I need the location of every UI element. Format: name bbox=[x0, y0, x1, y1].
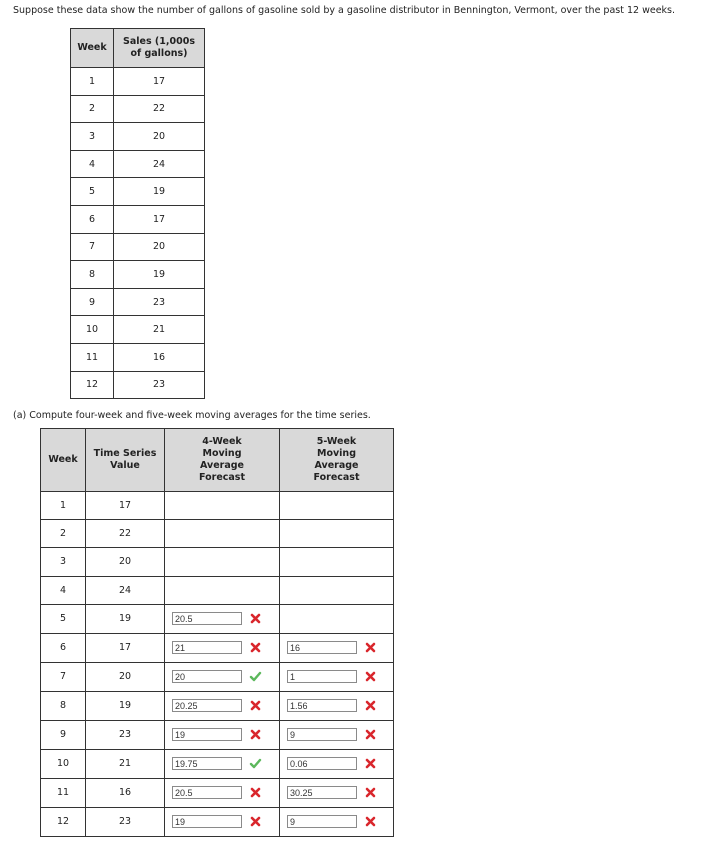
four-week-forecast-input[interactable] bbox=[172, 670, 242, 683]
week-cell: 1 bbox=[71, 68, 114, 96]
week-cell: 7 bbox=[71, 233, 114, 261]
four-week-forecast-input[interactable] bbox=[172, 612, 242, 625]
week-cell: 9 bbox=[71, 288, 114, 316]
week-header: Week bbox=[71, 29, 114, 68]
ts-value-cell: 23 bbox=[86, 807, 165, 836]
ts-value-cell: 20 bbox=[86, 548, 165, 576]
ts-value-cell: 19 bbox=[86, 604, 165, 633]
ts-value-cell: 19 bbox=[86, 691, 165, 720]
sales-cell: 23 bbox=[114, 371, 205, 399]
week-cell: 6 bbox=[71, 205, 114, 233]
sales-cell: 20 bbox=[114, 123, 205, 151]
five-week-forecast-input[interactable] bbox=[287, 699, 357, 712]
four-week-forecast-input[interactable] bbox=[172, 757, 242, 770]
sales-cell: 21 bbox=[114, 316, 205, 344]
ts-value-cell: 24 bbox=[86, 576, 165, 604]
ma-week-cell: 6 bbox=[41, 633, 86, 662]
week-cell: 12 bbox=[71, 371, 114, 399]
four-week-forecast-cell bbox=[165, 633, 280, 662]
sales-row bbox=[71, 288, 205, 316]
ts-value-cell: 16 bbox=[86, 778, 165, 807]
five-week-forecast-answer bbox=[280, 786, 393, 799]
four-week-header-line4: Forecast bbox=[199, 472, 245, 483]
cross-icon bbox=[364, 670, 377, 683]
ma-row bbox=[41, 633, 394, 662]
ma-week-cell: 5 bbox=[41, 604, 86, 633]
moving-average-table bbox=[40, 428, 394, 837]
five-week-forecast-input[interactable] bbox=[287, 641, 357, 654]
five-week-forecast-cell bbox=[280, 548, 394, 576]
ma-row bbox=[41, 807, 394, 836]
five-week-forecast-input[interactable] bbox=[287, 786, 357, 799]
intro-text: Suppose these data show the number of gallons of gasoline sold by a gasoline distributor in Bennington, Vermont, over the past 12 weeks. bbox=[13, 5, 676, 16]
five-week-forecast-input[interactable] bbox=[287, 728, 357, 741]
five-week-forecast-cell bbox=[280, 807, 394, 836]
sales-header-line2: of gallons) bbox=[130, 48, 188, 59]
ts-value-cell: 22 bbox=[86, 520, 165, 548]
ts-value-cell: 20 bbox=[86, 662, 165, 691]
check-icon bbox=[249, 670, 262, 683]
five-week-forecast-answer bbox=[280, 670, 393, 683]
ts-value-cell: 17 bbox=[86, 633, 165, 662]
sales-cell: 17 bbox=[114, 68, 205, 96]
sales-row bbox=[71, 233, 205, 261]
ma-week-cell: 2 bbox=[41, 520, 86, 548]
cross-icon bbox=[249, 641, 262, 654]
four-week-forecast-answer bbox=[165, 670, 279, 683]
cross-icon bbox=[364, 641, 377, 654]
sales-cell: 19 bbox=[114, 261, 205, 289]
sales-cell: 19 bbox=[114, 178, 205, 206]
five-week-forecast-cell bbox=[280, 691, 394, 720]
four-week-forecast-cell bbox=[165, 720, 280, 749]
four-week-forecast-input[interactable] bbox=[172, 728, 242, 741]
ts-value-cell: 23 bbox=[86, 720, 165, 749]
ts-value-header-line2: Value bbox=[110, 460, 140, 471]
ts-value-header bbox=[86, 429, 165, 492]
cross-icon bbox=[364, 757, 377, 770]
four-week-forecast-cell bbox=[165, 662, 280, 691]
sales-cell: 20 bbox=[114, 233, 205, 261]
cross-icon bbox=[249, 786, 262, 799]
part-a-prompt: (a) Compute four-week and five-week moving averages for the time series. bbox=[13, 410, 371, 421]
five-week-forecast-answer bbox=[280, 699, 393, 712]
ma-week-cell: 11 bbox=[41, 778, 86, 807]
five-week-forecast-cell bbox=[280, 633, 394, 662]
cross-icon bbox=[364, 786, 377, 799]
four-week-forecast-cell bbox=[165, 576, 280, 604]
four-week-forecast-cell bbox=[165, 492, 280, 520]
sales-data-table bbox=[70, 28, 205, 399]
sales-row bbox=[71, 68, 205, 96]
ma-week-cell: 10 bbox=[41, 749, 86, 778]
four-week-forecast-cell bbox=[165, 807, 280, 836]
cross-icon bbox=[364, 728, 377, 741]
sales-header bbox=[114, 29, 205, 68]
five-week-header-line2: Moving bbox=[317, 448, 356, 459]
five-week-forecast-cell bbox=[280, 749, 394, 778]
sales-row bbox=[71, 205, 205, 233]
sales-cell: 17 bbox=[114, 205, 205, 233]
ts-value-cell: 17 bbox=[86, 492, 165, 520]
cross-icon bbox=[249, 815, 262, 828]
week-cell: 3 bbox=[71, 123, 114, 151]
sales-cell: 23 bbox=[114, 288, 205, 316]
four-week-forecast-cell bbox=[165, 604, 280, 633]
ma-row bbox=[41, 720, 394, 749]
four-week-forecast-answer bbox=[165, 612, 279, 625]
cross-icon bbox=[364, 699, 377, 712]
sales-cell: 24 bbox=[114, 150, 205, 178]
five-week-forecast-cell bbox=[280, 492, 394, 520]
cross-icon bbox=[249, 612, 262, 625]
five-week-forecast-cell bbox=[280, 778, 394, 807]
ts-value-cell: 21 bbox=[86, 749, 165, 778]
week-cell: 10 bbox=[71, 316, 114, 344]
ma-week-cell: 7 bbox=[41, 662, 86, 691]
four-week-forecast-cell bbox=[165, 778, 280, 807]
four-week-forecast-input[interactable] bbox=[172, 699, 242, 712]
week-cell: 11 bbox=[71, 343, 114, 371]
five-week-forecast-input[interactable] bbox=[287, 815, 357, 828]
sales-row bbox=[71, 123, 205, 151]
five-week-forecast-cell bbox=[280, 720, 394, 749]
four-week-forecast-answer bbox=[165, 786, 279, 799]
five-week-header-line1: 5-Week bbox=[316, 436, 357, 447]
ma-row bbox=[41, 548, 394, 576]
sales-row bbox=[71, 95, 205, 123]
ma-week-header: Week bbox=[41, 429, 86, 492]
four-week-forecast-answer bbox=[165, 815, 279, 828]
five-week-forecast-cell bbox=[280, 576, 394, 604]
ma-row bbox=[41, 520, 394, 548]
four-week-forecast-input[interactable] bbox=[172, 815, 242, 828]
ma-week-cell: 4 bbox=[41, 576, 86, 604]
ma-week-cell: 3 bbox=[41, 548, 86, 576]
sales-row bbox=[71, 343, 205, 371]
cross-icon bbox=[364, 815, 377, 828]
cross-icon bbox=[249, 699, 262, 712]
five-week-forecast-cell bbox=[280, 520, 394, 548]
four-week-forecast-cell bbox=[165, 548, 280, 576]
sales-row bbox=[71, 150, 205, 178]
ma-row bbox=[41, 604, 394, 633]
four-week-forecast-answer bbox=[165, 728, 279, 741]
five-week-forecast-answer bbox=[280, 757, 393, 770]
ma-row bbox=[41, 662, 394, 691]
five-week-forecast-cell bbox=[280, 604, 394, 633]
ma-week-cell: 1 bbox=[41, 492, 86, 520]
ma-row bbox=[41, 749, 394, 778]
ma-row bbox=[41, 778, 394, 807]
four-week-forecast-cell bbox=[165, 520, 280, 548]
four-week-forecast-cell bbox=[165, 749, 280, 778]
five-week-header-line4: Forecast bbox=[313, 472, 360, 483]
five-week-header bbox=[280, 429, 394, 492]
five-week-forecast-answer bbox=[280, 728, 393, 741]
ma-week-cell: 12 bbox=[41, 807, 86, 836]
sales-cell: 16 bbox=[114, 343, 205, 371]
week-cell: 2 bbox=[71, 95, 114, 123]
five-week-header-line3: Average bbox=[314, 460, 359, 471]
five-week-forecast-cell bbox=[280, 662, 394, 691]
four-week-header-line1: 4-Week bbox=[202, 436, 242, 447]
sales-row bbox=[71, 178, 205, 206]
ma-row bbox=[41, 576, 394, 604]
sales-cell: 22 bbox=[114, 95, 205, 123]
four-week-forecast-input[interactable] bbox=[172, 641, 242, 654]
four-week-header bbox=[165, 429, 280, 492]
ts-value-header-line1: Time Series bbox=[93, 448, 157, 459]
four-week-header-line2: Moving bbox=[202, 448, 242, 459]
week-cell: 5 bbox=[71, 178, 114, 206]
ma-row bbox=[41, 492, 394, 520]
ma-row bbox=[41, 691, 394, 720]
four-week-forecast-cell bbox=[165, 691, 280, 720]
sales-row bbox=[71, 371, 205, 399]
sales-row bbox=[71, 316, 205, 344]
four-week-forecast-input[interactable] bbox=[172, 786, 242, 799]
sales-header-line1: Sales (1,000s bbox=[123, 36, 195, 47]
four-week-forecast-answer bbox=[165, 699, 279, 712]
check-icon bbox=[249, 757, 262, 770]
four-week-header-line3: Average bbox=[200, 460, 244, 471]
four-week-forecast-answer bbox=[165, 641, 279, 654]
week-cell: 8 bbox=[71, 261, 114, 289]
week-cell: 4 bbox=[71, 150, 114, 178]
five-week-forecast-input[interactable] bbox=[287, 670, 357, 683]
sales-row bbox=[71, 261, 205, 289]
five-week-forecast-input[interactable] bbox=[287, 757, 357, 770]
five-week-forecast-answer bbox=[280, 641, 393, 654]
ma-week-cell: 8 bbox=[41, 691, 86, 720]
four-week-forecast-answer bbox=[165, 757, 279, 770]
ma-week-cell: 9 bbox=[41, 720, 86, 749]
five-week-forecast-answer bbox=[280, 815, 393, 828]
cross-icon bbox=[249, 728, 262, 741]
